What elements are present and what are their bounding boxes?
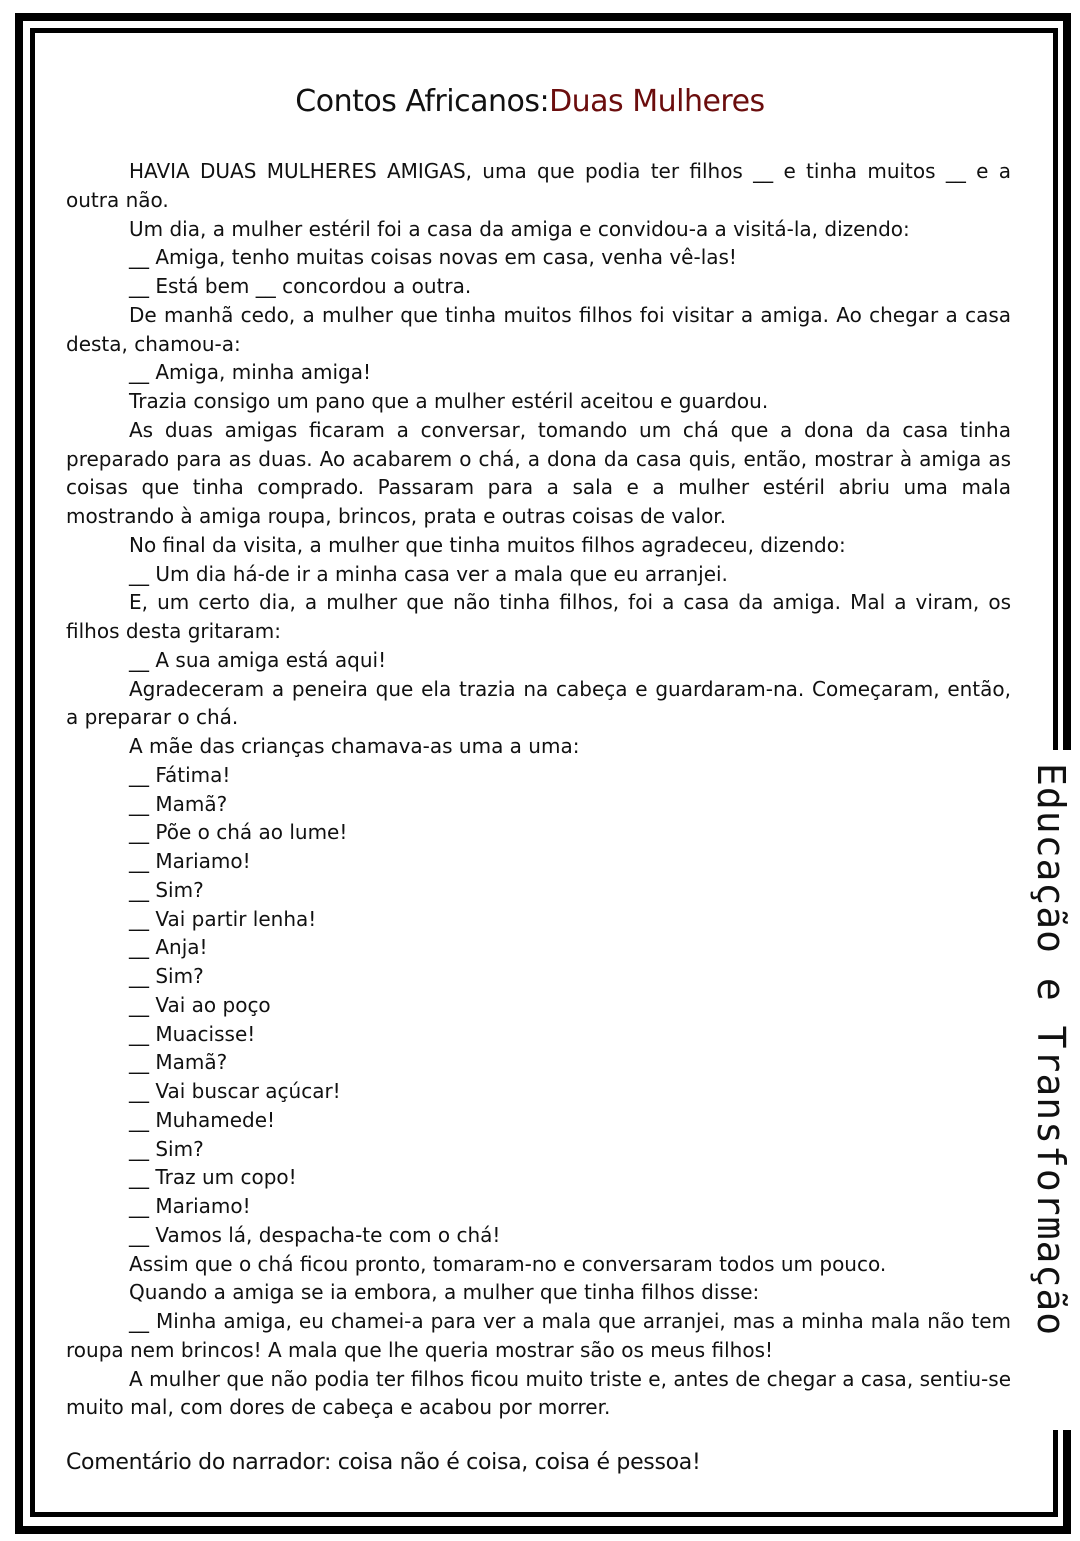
- dialogue-line: __ Vai ao poço: [129, 992, 271, 1017]
- paragraph: HAVIA DUAS MULHERES AMIGAS, uma que podia ter filhos __ e tinha muitos __ e a outra não.: [66, 159, 1011, 212]
- dialogue-line: __ Minha amiga, eu chamei-a para ver a mala que arranjei, mas a minha mala não tem roupa nem brincos! A mala que lhe queria mostrar são os meus filhos!: [66, 1309, 1011, 1362]
- dialogue-line: __ Vamos lá, despacha-te com o chá!: [129, 1222, 501, 1247]
- dialogue-line: __ Traz um copo!: [129, 1165, 297, 1190]
- dialogue-line: __ Vai buscar açúcar!: [129, 1079, 341, 1103]
- dialogue-line: __ Mariamo!: [129, 849, 251, 873]
- document-title: [0, 84, 1060, 119]
- dialogue-line: __ Sim?: [129, 1136, 204, 1161]
- paragraph: Quando a amiga se ia embora, a mulher que tinha filhos disse:: [129, 1280, 760, 1305]
- side-label: Educação e Transformação: [1029, 763, 1073, 1337]
- dialogue-line: __ Põe o chá ao lume!: [129, 820, 348, 845]
- dialogue-line: __ Amiga, tenho muitas coisas novas em casa, venha vê-las!: [129, 245, 737, 270]
- dialogue-line: __ Sim?: [129, 964, 204, 988]
- dialogue-line: __ Mamã?: [129, 791, 228, 816]
- dialogue-line: __ Anja!: [129, 935, 208, 960]
- dialogue-line: __ Muacisse!: [129, 1021, 256, 1046]
- dialogue-line: __ Sim?: [129, 877, 204, 902]
- dialogue-line: __ Mamã?: [129, 1050, 228, 1075]
- dialogue-line: __ Vai partir lenha!: [129, 906, 317, 931]
- dialogue-line: __ Um dia há-de ir a minha casa ver a mala que eu arranjei.: [129, 561, 728, 586]
- dialogue-line: __ Mariamo!: [129, 1194, 251, 1218]
- paragraph: No final da visita, a mulher que tinha muitos filhos agradeceu, dizendo:: [129, 532, 846, 557]
- dialogue-line: __ Está bem __ concordou a outra.: [129, 274, 472, 298]
- paragraph: De manhã cedo, a mulher que tinha muitos filhos foi visitar a amiga. Ao chegar a casa desta, chamou-a:: [66, 302, 1011, 356]
- paragraph: Trazia consigo um pano que a mulher estéril aceitou e guardou.: [129, 389, 769, 413]
- paragraph: A mulher que não podia ter filhos ficou muito triste e, antes de chegar a casa, sentiu-se muito mal, com dores de cabeça e acabou por morrer.: [66, 1366, 1011, 1420]
- paragraph: Agradeceram a peneira que ela trazia na cabeça e guardaram-na. Começaram, então, a preparar o chá.: [66, 676, 1011, 730]
- dialogue-line: __ Muhamede!: [129, 1107, 276, 1132]
- dialogue-line: __ Fátima!: [129, 762, 231, 787]
- paragraph: As duas amigas ficaram a conversar, tomando um chá que a dona da casa tinha preparado para as duas. Ao acabarem o chá, a dona da casa quis, então, mostrar à amiga as coisas que tinha comprado. Passaram para a sala e a mulher estéril abriu uma mala mostrando à amiga roupa, brincos, prata e outras coisas de valor.: [66, 417, 1011, 528]
- paragraph: Um dia, a mulher estéril foi a casa da amiga e convidou-a a visitá-la, dizendo:: [129, 216, 910, 241]
- paragraph: A mãe das crianças chamava-as uma a uma:: [129, 734, 580, 758]
- paragraph: Assim que o chá ficou pronto, tomaram-no e conversaram todos um pouco.: [129, 1251, 887, 1276]
- title-prefix: Contos Africanos:: [295, 84, 550, 119]
- story-body: [66, 157, 1011, 1422]
- paragraph: E, um certo dia, a mulher que não tinha filhos, foi a casa da amiga. Mal a viram, os filhos desta gritaram:: [66, 590, 1011, 643]
- dialogue-line: __ A sua amiga está aqui!: [129, 647, 387, 672]
- dialogue-line: __ Amiga, minha amiga!: [129, 360, 372, 385]
- narrator-comment: Comentário do narrador: coisa não é coisa, coisa é pessoa!: [66, 1450, 701, 1475]
- title-story-name: Duas Mulheres: [549, 84, 765, 119]
